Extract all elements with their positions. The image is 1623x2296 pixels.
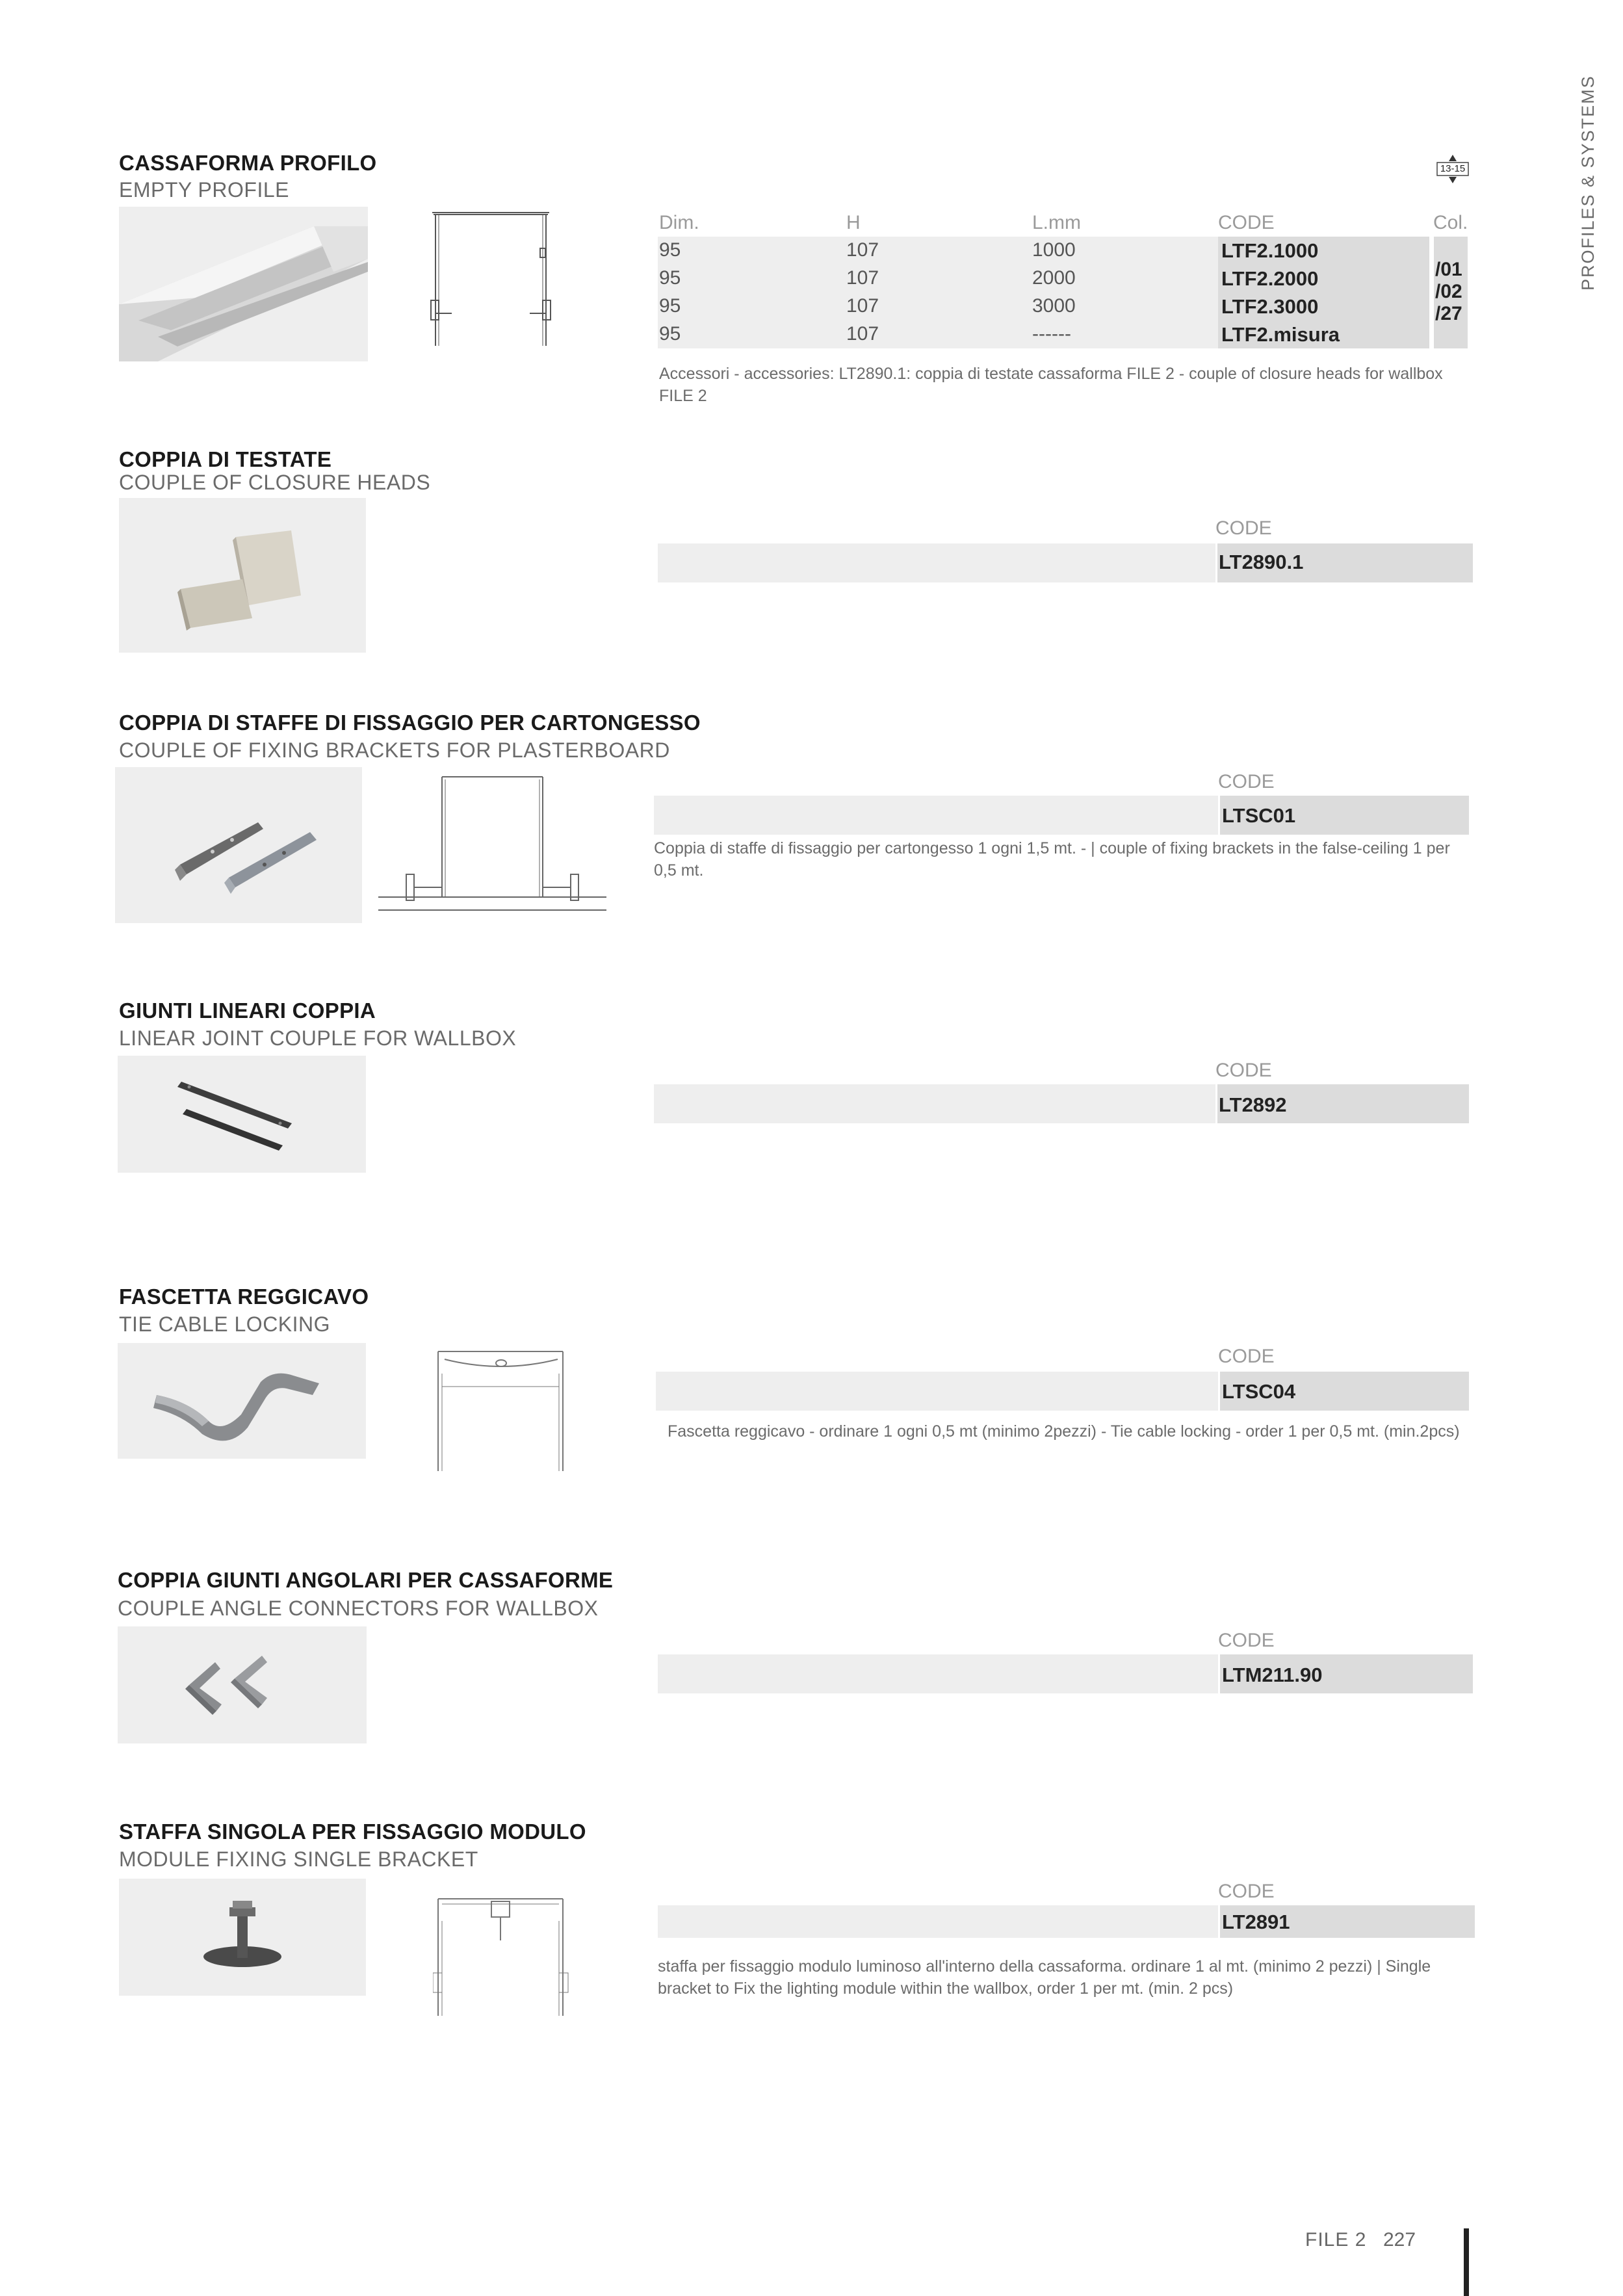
code-label: CODE <box>1218 1630 1275 1651</box>
row-length: 1000 <box>1032 239 1076 261</box>
linear-joint-photo <box>118 1056 366 1173</box>
row-dim: 95 <box>659 239 681 261</box>
row-code: LTF2.1000 <box>1221 239 1319 262</box>
row-h: 107 <box>846 239 879 261</box>
row-h: 107 <box>846 267 879 289</box>
color-option: /02 <box>1435 281 1462 302</box>
row-code: LTF2.misura <box>1221 323 1340 346</box>
row-dim: 95 <box>659 323 681 345</box>
row-h: 107 <box>846 323 879 345</box>
product-code: LT2892 <box>1219 1093 1287 1116</box>
plasterboard-brackets-photo <box>115 767 362 923</box>
color-option: /01 <box>1435 259 1462 280</box>
section-7-title: STAFFA SINGOLA PER FISSAGGIO MODULO <box>119 1820 586 1844</box>
table-body-background <box>658 237 1218 348</box>
page-number: 227 <box>1383 2229 1416 2250</box>
product-code: LT2890.1 <box>1219 551 1304 573</box>
plasterboard-brackets-drawing <box>377 770 608 917</box>
code-row-bar <box>656 1372 1218 1411</box>
code-label: CODE <box>1218 1346 1275 1367</box>
code-label: CODE <box>1215 517 1272 539</box>
row-h: 107 <box>846 295 879 317</box>
section-1-title: CASSAFORMA PROFILO <box>119 151 377 175</box>
section-6-subtitle: COUPLE ANGLE CONNECTORS FOR WALLBOX <box>118 1597 599 1620</box>
table-header-h: H <box>846 212 861 233</box>
section-5-title: FASCETTA REGGICAVO <box>119 1285 369 1309</box>
product-code: LTM211.90 <box>1222 1663 1323 1686</box>
empty-profile-section-drawing <box>426 209 556 351</box>
code-row-bar <box>654 796 1218 835</box>
product-code: LT2891 <box>1222 1911 1290 1933</box>
code-row-bar <box>658 1654 1218 1693</box>
section-3-title: COPPIA DI STAFFE DI FISSAGGIO PER CARTONGESSO <box>119 711 701 735</box>
footer-accent-bar <box>1464 2228 1469 2296</box>
table-header-col: Col. <box>1433 212 1468 233</box>
closure-heads-photo <box>119 498 366 653</box>
tie-cable-photo <box>118 1343 366 1459</box>
code-row-bar <box>658 1905 1218 1938</box>
row-length: 2000 <box>1032 267 1076 289</box>
section-5-subtitle: TIE CABLE LOCKING <box>119 1312 331 1336</box>
section-7-subtitle: MODULE FIXING SINGLE BRACKET <box>119 1847 478 1871</box>
single-bracket-drawing <box>433 1895 569 2018</box>
code-row-bar <box>654 1084 1215 1123</box>
product-code: LTSC01 <box>1222 804 1296 827</box>
product-code: LTSC04 <box>1222 1380 1296 1403</box>
single-bracket-photo <box>119 1879 366 1996</box>
section-3-subtitle: COUPLE OF FIXING BRACKETS FOR PLASTERBOARD <box>119 738 670 762</box>
row-code: LTF2.2000 <box>1221 267 1319 290</box>
product-note: Coppia di staffe di fissaggio per cartongesso 1 ogni 1,5 mt. - | couple of fixing brackets in the false-ceiling 1 per 0,5 mt. <box>654 839 1450 880</box>
section-2-subtitle: COUPLE OF CLOSURE HEADS <box>119 471 431 494</box>
table-header-dim: Dim. <box>659 212 699 233</box>
tie-cable-drawing <box>433 1348 569 1474</box>
table-header-code: CODE <box>1218 212 1275 233</box>
color-option: /27 <box>1435 303 1462 324</box>
row-length: ------ <box>1032 323 1071 345</box>
row-code: LTF2.3000 <box>1221 295 1319 318</box>
section-4-subtitle: LINEAR JOINT COUPLE FOR WALLBOX <box>119 1026 517 1050</box>
product-note: Fascetta reggicavo - ordinare 1 ogni 0,5 mt (minimo 2pezzi) - Tie cable locking - order 1 per 0,5 mt. (min.2pcs) <box>668 1422 1460 1441</box>
color-options <box>1435 259 1462 325</box>
side-category-label: PROFILES & SYSTEMS <box>1578 75 1598 291</box>
code-row-bar <box>658 543 1215 582</box>
section-4-title: GIUNTI LINEARI COPPIA <box>119 998 376 1023</box>
footer-catalog-name: FILE 2 <box>1305 2229 1367 2250</box>
table-header-length: L.mm <box>1032 212 1081 233</box>
product-note: staffa per fissaggio modulo luminoso all'interno della cassaforma. ordinare 1 al mt. (minimo 2 pezzi) | Single bracket to Fix the lighting module within the wallbox, order 1 per mt. (min. 2 pcs) <box>658 1957 1431 1998</box>
code-label: CODE <box>1218 771 1275 792</box>
row-length: 3000 <box>1032 295 1076 317</box>
section-1-subtitle: EMPTY PROFILE <box>119 178 289 202</box>
size-range-badge-text: 13-15 <box>1440 163 1466 174</box>
row-dim: 95 <box>659 295 681 317</box>
row-dim: 95 <box>659 267 681 289</box>
size-range-badge <box>1435 153 1470 185</box>
accessories-note: Accessori - accessories: LT2890.1: coppia di testate cassaforma FILE 2 - couple of closure heads for wallbox FILE 2 <box>659 365 1443 405</box>
section-6-title: COPPIA GIUNTI ANGOLARI PER CASSAFORME <box>118 1568 614 1592</box>
angle-connectors-photo <box>118 1626 367 1743</box>
code-label: CODE <box>1218 1881 1275 1902</box>
section-2-title: COPPIA DI TESTATE <box>119 447 332 471</box>
code-label: CODE <box>1215 1060 1272 1081</box>
empty-profile-photo <box>119 207 368 361</box>
